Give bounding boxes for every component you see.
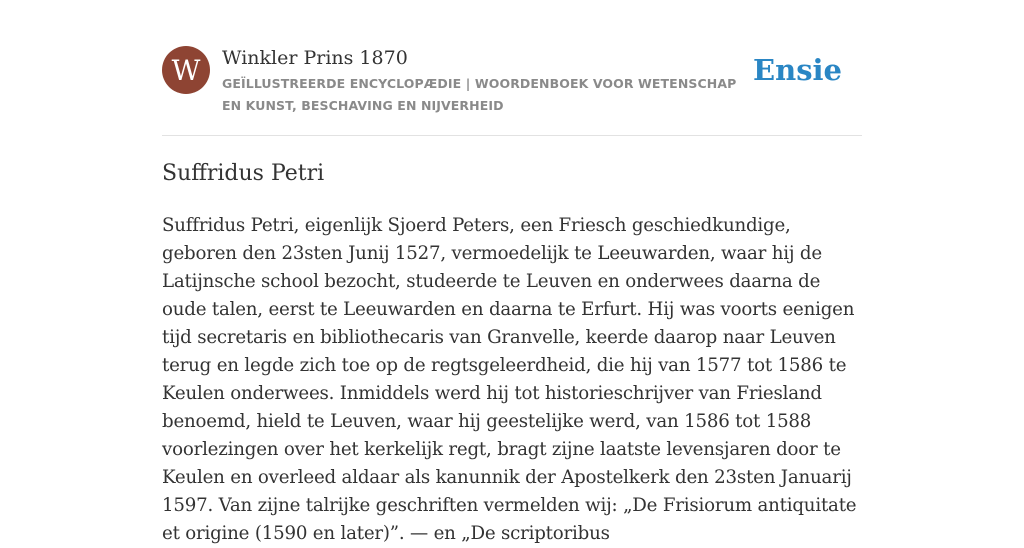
source-subtitle: GEÏLLUSTREERDE ENCYCLOPÆDIE | WOORDENBOEK VOOR WETENSCHAP EN KUNST, BESCHAVING EN NIJVERHEID bbox=[222, 76, 737, 113]
article-title: Suffridus Petri bbox=[162, 161, 325, 186]
article-body: Suffridus Petri, eigenlijk Sjoerd Peters, een Friesch geschiedkundige, geboren den 23sten Junij 1527, vermoedelijk te Leeuwarden, waar hij de Latijnsche school bezocht, studeerde te Leuven en onderwees daarna de oude talen, eerst te Leeuwarden en daarna te Erfurt. Hij was voorts eenigen tijd secretaris en bibliothecaris van Granvelle, keerde daarop naar Leuven terug en legde zich toe op de regtsgeleerdheid, die hij van 1577 tot 1586 te Keulen onderwees. Inmiddels werd hij tot historieschrijver van Friesland benoemd, hield te Leuven, waar hij geestelijke werd, van 1586 tot 1588 voorlezingen over het kerkelijk regt, bragt zijne laatste levensjaren door te Keulen en overleed aldaar als kanunnik der Apostelkerk den 23sten Januarij 1597. Van zijne talrijke geschriften vermelden wij: „De Frisiorum antiquitate et origine (1590 en later)”. — en „De scriptoribus bbox=[162, 215, 857, 544]
source-header bbox=[162, 46, 862, 136]
header-divider bbox=[162, 135, 862, 136]
ensie-logo[interactable]: Ensie bbox=[753, 53, 842, 87]
source-title[interactable]: Winkler Prins 1870 bbox=[222, 47, 408, 69]
source-avatar[interactable]: W bbox=[162, 46, 210, 94]
